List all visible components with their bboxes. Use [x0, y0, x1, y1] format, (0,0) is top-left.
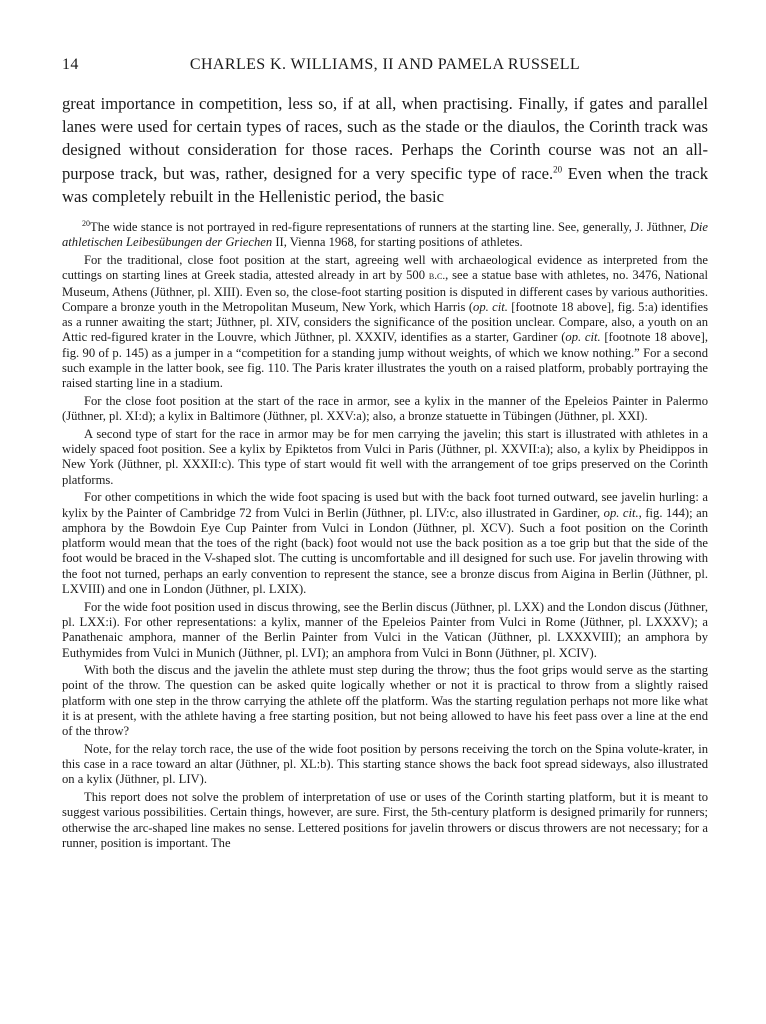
footnote-paragraph: Note, for the relay torch race, the use of the wide foot position by persons receiving the torch on the Spina volute-krater, in this case in a race toward an altar (Jüthner, pl. XL:b). This starting stance shows the back foot spread sideways, also illustrated on a kylix (Jüthner, pl. LIV).	[62, 741, 708, 787]
running-title: CHARLES K. WILLIAMS, II AND PAMELA RUSSELL	[189, 56, 581, 73]
body-paragraph: great importance in competition, less so, if at all, when practising. Finally, if gates and parallel lanes were used for certain types of races, such as the stade or the diaulos, the Corinth track was designed without consideration for those races. Perhaps the Corinth course was not an all-purpose track, but was, rather, designed for a very specific type of race.$^{20}$ Even when the track was completely rebuilt in the Hellenistic period, the basic	[62, 94, 708, 206]
footnote-paragraph: This report does not solve the problem of interpretation of use or uses of the Corinth starting platform, but it is meant to suggest various possibilities. Certain things, however, are sure. First, the 5th-century platform is designed primarily for runners; otherwise the arc-shaped line makes no sense. Lettered positions for javelin throwers or discus throwers are not necessary; for a runner, position is important. The	[62, 790, 708, 850]
main-text	[62, 92, 708, 208]
footnote-paragraph: For the close foot position at the start of the race in armor, see a kylix in the manner of the Epeleios Painter in Palermo (Jüthner, pl. XI:d); a kylix in Baltimore (Jüthner, pl. XXV:a); also, a bronze statuette in Tübingen (Jüthner, pl. XXI).	[62, 393, 708, 424]
page-header	[62, 54, 708, 80]
footnote-marker: 20	[82, 218, 90, 228]
footnote-paragraph: For the traditional, close foot position at the start, agreeing well with archaeological evidence as interpreted from the cuttings on starting lines at Greek stadia, attested already in art by 500 b.c., see a statue base with athletes, no. 3476, National Museum, Athens (Jüthner, pl. XIII). Even so, the close-foot starting position is disputed in different cases by various authorities. Compare a bronze youth in the Metropolitan Museum, New York, which Harris (op. cit. [footnote 18 above], fig. 5:a) identifies as a runner awaiting the start; Jüthner, pl. XIV, considers the significance of the position unclear. Compare, also, a youth on an Attic red-figured krater in the Louvre, which Jüthner, pl. XXXIV, identifies as a starter, Gardiner (op. cit. [footnote 18 above], fig. 90 of p. 145) as a jumper in a “competition for a standing jump without weights, of which we know nothing.” For a second such example in the latter book, see fig. 110. The Paris krater illustrates the youth on a raised platform, probably portraying the raised starting line in a stadium.	[62, 252, 708, 391]
footnote-reference: 20	[553, 164, 563, 175]
page	[62, 54, 708, 854]
footnotes	[62, 220, 708, 851]
footnote-paragraph: With both the discus and the javelin the athlete must step during the throw; thus the foot grips would serve as the starting point of the throw. The question can be asked quite logically whether or not it is practical to throw from a slightly raised platform with one step in the throw carrying the athlete off the platform. Was the starting regulation perhaps not more like what it is at present, with the athlete having a free starting position, but not being allowed to have his feet pass over a line at the end of the throw?	[62, 663, 708, 739]
footnote-paragraph: For other competitions in which the wide foot spacing is used but with the back foot turned outward, see javelin hurling: a kylix by the Painter of Cambridge 72 from Vulci in Berlin (Jüthner, pl. LIV:c, also illustrated in Gardiner, op. cit., fig. 144); an amphora by the Bowdoin Eye Cup Painter from Vulci in London (Jüthner, pl. XCV). Such a foot position on the Corinth platform would mean that the toes of the right (back) foot would not use the back position as a toe grip but that the side of the foot would be braced in the V-shaped slot. The cutting is uncomfortable and ill designed for such use. For javelin throwing with the foot not turned, perhaps an early convention to represent the stance, see a bronze discus from Aigina in Berlin (Jüthner, pl. LXVIII) and one in London (Jüthner, pl. LXIX).	[62, 490, 708, 597]
footnote-20: $^{20}$The wide stance is not portrayed in red-figure representations of runners at the starting line. See, generally, J. Jüthner, Die athletischen Leibesübungen der Griechen II, Vienna 1968, for starting positions of athletes.	[62, 218, 708, 250]
book-title: Die athletischen Leibesübungen der Griechen	[62, 220, 708, 250]
footnote-paragraph: For the wide foot position used in discus throwing, see the Berlin discus (Jüthner, pl. LXX) and the London discus (Jüthner, pl. LXX:i). For other representations: a kylix, manner of the Epeleios Painter from Vulci in Rome (Jüthner, pl. LXXXV); a Panathenaic amphora, manner of the Berlin Painter from Vulci in the Vatican (Jüthner, pl. LXXXVIII); an amphora by Euthymides from Vulci in Munich (Jüthner, pl. LVI); an amphora from Vulci in Bonn (Jüthner, pl. XCIV).	[62, 599, 708, 660]
page-number: 14	[62, 56, 79, 73]
footnote-paragraph: A second type of start for the race in armor may be for men carrying the javelin; this start is illustrated with athletes in a widely spaced foot position. See a kylix by Epiktetos from Vulci in Paris (Jüthner, pl. XXVII:a); also, a kylix by Pheidippos in New York (Jüthner, pl. XXXII:c). This type of start would fit well with the arrangement of toe grips preserved on the Corinth platforms.	[62, 426, 708, 487]
